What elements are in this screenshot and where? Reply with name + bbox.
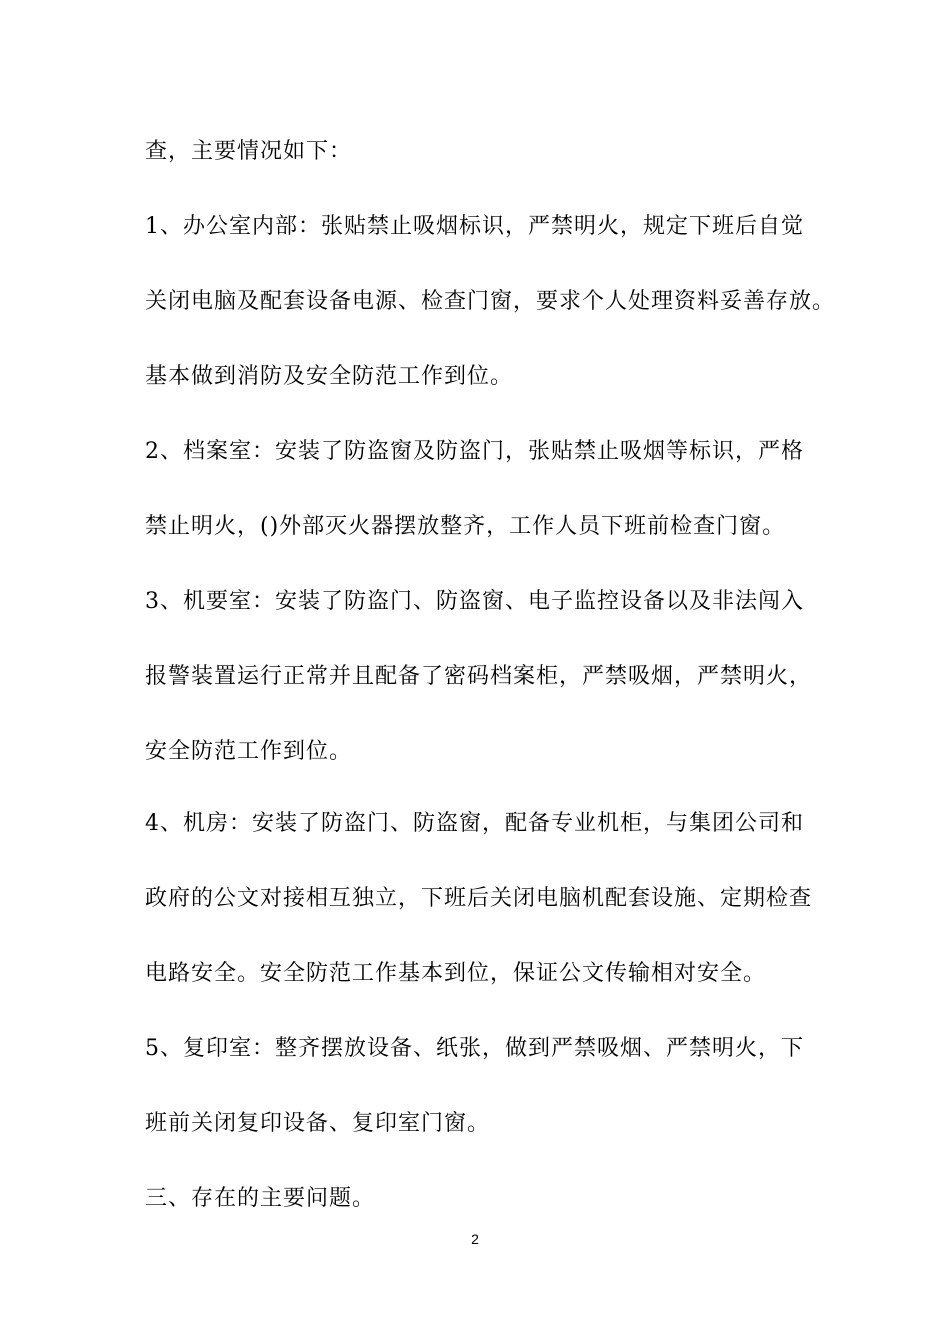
text-line: 关闭电脑及配套设备电源、检查门窗，要求个人处理资料妥善存放。 xyxy=(145,289,836,314)
text-line: 1、办公室内部：张贴禁止吸烟标识，严禁明火，规定下班后自觉 xyxy=(145,214,804,239)
section-heading: 三、存在的主要问题。 xyxy=(145,1186,376,1211)
page-number: 2 xyxy=(471,1231,479,1247)
text-line: 电路安全。安全防范工作基本到位，保证公文传输相对安全。 xyxy=(145,961,767,986)
text-line: 禁止明火，()外部灭火器摆放整齐，工作人员下班前检查门窗。 xyxy=(145,514,786,539)
text-line: 班前关闭复印设备、复印室门窗。 xyxy=(145,1111,491,1136)
text-line: 基本做到消防及安全防范工作到位。 xyxy=(145,364,514,389)
text-line: 报警装置运行正常并且配备了密码档案柜，严禁吸烟，严禁明火， xyxy=(145,664,813,689)
text-line: 查，主要情况如下： xyxy=(145,139,353,164)
text-line: 5、复印室：整齐摆放设备、纸张，做到严禁吸烟、严禁明火，下 xyxy=(145,1036,804,1061)
text-line: 4、机房：安装了防盗门、防盗窗，配备专业机柜，与集团公司和 xyxy=(145,811,804,836)
text-line: 政府的公文对接相互独立，下班后关闭电脑机配套设施、定期检查 xyxy=(145,886,813,911)
text-line: 2、档案室：安装了防盗窗及防盗门，张贴禁止吸烟等标识，严格 xyxy=(145,439,804,464)
text-line: 3、机要室：安装了防盗门、防盗窗、电子监控设备以及非法闯入 xyxy=(145,589,804,614)
text-line: 安全防范工作到位。 xyxy=(145,739,353,764)
